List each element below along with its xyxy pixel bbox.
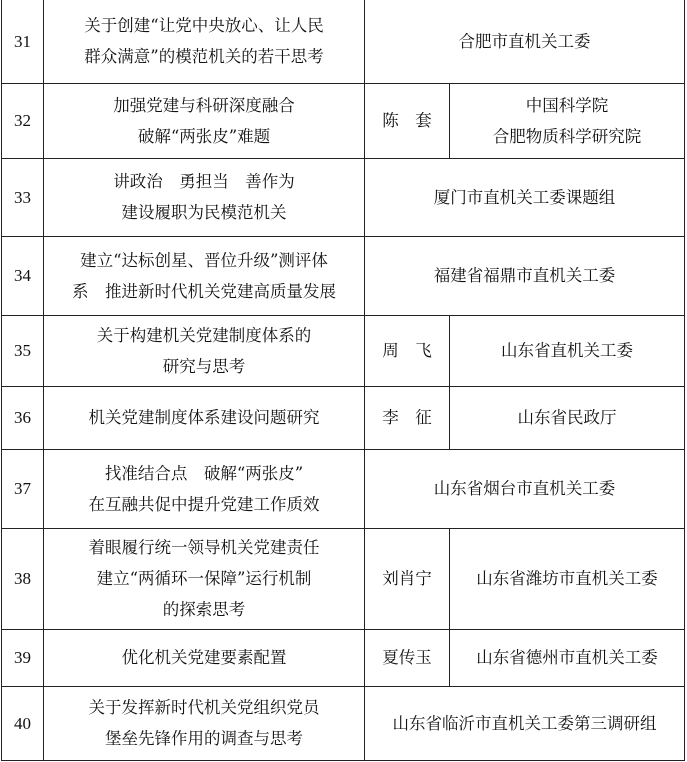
org-line: 厦门市直机关工委课题组 — [433, 187, 616, 207]
row-number: 31 — [2, 0, 44, 83]
org-line: 山东省烟台市直机关工委 — [433, 479, 616, 498]
org-cell — [365, 158, 685, 236]
title-line: 破解“两张皮”难题 — [137, 126, 271, 146]
title-line: 在互融共促中提升党建工作质效 — [88, 494, 320, 514]
title-line: 关于创建“让党中央放心、让人民 — [84, 16, 324, 36]
org-cell — [365, 449, 685, 528]
org-cell — [365, 236, 685, 315]
title-line: 的探索思考 — [162, 600, 246, 619]
row-number: 40 — [2, 686, 44, 760]
org-cell — [365, 0, 685, 83]
table-row — [2, 236, 685, 315]
table-row — [2, 528, 685, 629]
author-cell: 刘肖宁 — [365, 528, 450, 629]
title-line: 群众满意”的模范机关的若干思考 — [84, 47, 324, 67]
table-row — [2, 686, 685, 760]
table-row — [2, 315, 685, 386]
title-line: 优化机关党建要素配置 — [121, 648, 287, 667]
row-number: 32 — [2, 83, 44, 158]
table-row — [2, 83, 685, 158]
title-line: 关于发挥新时代机关党组织党员 — [88, 698, 320, 717]
title-line: 找准结合点 破解“两张皮” — [104, 463, 304, 483]
table-row — [2, 158, 685, 236]
table-row — [2, 629, 685, 686]
org-line: 山东省潍坊市直机关工委 — [476, 569, 658, 588]
title-cell — [44, 315, 365, 386]
row-number: 33 — [2, 158, 44, 236]
table-row — [2, 449, 685, 528]
org-cell — [450, 386, 685, 449]
title-cell — [44, 158, 365, 236]
org-line: 合肥市直机关工委 — [458, 31, 591, 51]
title-line: 加强党建与科研深度融合 — [113, 95, 295, 115]
title-line: 建立“两循环一保障”运行机制 — [96, 569, 312, 588]
author-cell: 陈 套 — [365, 83, 450, 158]
row-number: 34 — [2, 236, 44, 315]
row-number: 37 — [2, 449, 44, 528]
title-cell — [44, 686, 365, 760]
title-cell — [44, 528, 365, 629]
title-line: 堡垒先锋作用的调查与思考 — [105, 729, 303, 748]
document-table — [1, 0, 685, 761]
title-cell — [44, 386, 365, 449]
org-line: 山东省德州市直机关工委 — [476, 648, 658, 667]
author-cell: 周 飞 — [365, 315, 450, 386]
title-line: 着眼履行统一领导机关党建责任 — [88, 538, 320, 557]
title-line: 机关党建制度体系建设问题研究 — [88, 408, 320, 427]
row-number: 39 — [2, 629, 44, 686]
table-row — [2, 386, 685, 449]
title-line: 系 推进新时代机关党建高质量发展 — [72, 281, 336, 301]
title-line: 研究与思考 — [162, 356, 246, 376]
title-cell — [44, 0, 365, 83]
title-line: 关于构建机关党建制度体系的 — [96, 325, 312, 345]
title-cell — [44, 83, 365, 158]
org-line: 山东省临沂市直机关工委第三调研组 — [392, 713, 657, 733]
org-line: 山东省民政厅 — [517, 408, 617, 427]
author-cell: 李 征 — [365, 386, 450, 449]
title-line: 讲政治 勇担当 善作为 — [113, 172, 295, 191]
org-cell — [450, 315, 685, 386]
org-line: 山东省直机关工委 — [501, 341, 633, 360]
org-cell — [450, 528, 685, 629]
org-cell — [450, 629, 685, 686]
row-number: 35 — [2, 315, 44, 386]
table-row — [2, 0, 685, 83]
author-cell: 夏传玉 — [365, 629, 450, 686]
org-line: 福建省福鼎市直机关工委 — [433, 266, 616, 285]
org-line: 合肥物质科学研究院 — [492, 126, 642, 146]
org-cell — [450, 83, 685, 158]
title-line: 建立“达标创星、晋位升级”测评体 — [80, 250, 328, 270]
row-number: 38 — [2, 528, 44, 629]
org-cell — [365, 686, 685, 760]
title-line: 建设履职为民模范机关 — [121, 203, 287, 222]
org-line: 中国科学院 — [525, 95, 609, 115]
title-cell — [44, 449, 365, 528]
row-number: 36 — [2, 386, 44, 449]
table-body — [2, 0, 685, 760]
title-cell — [44, 236, 365, 315]
title-cell — [44, 629, 365, 686]
